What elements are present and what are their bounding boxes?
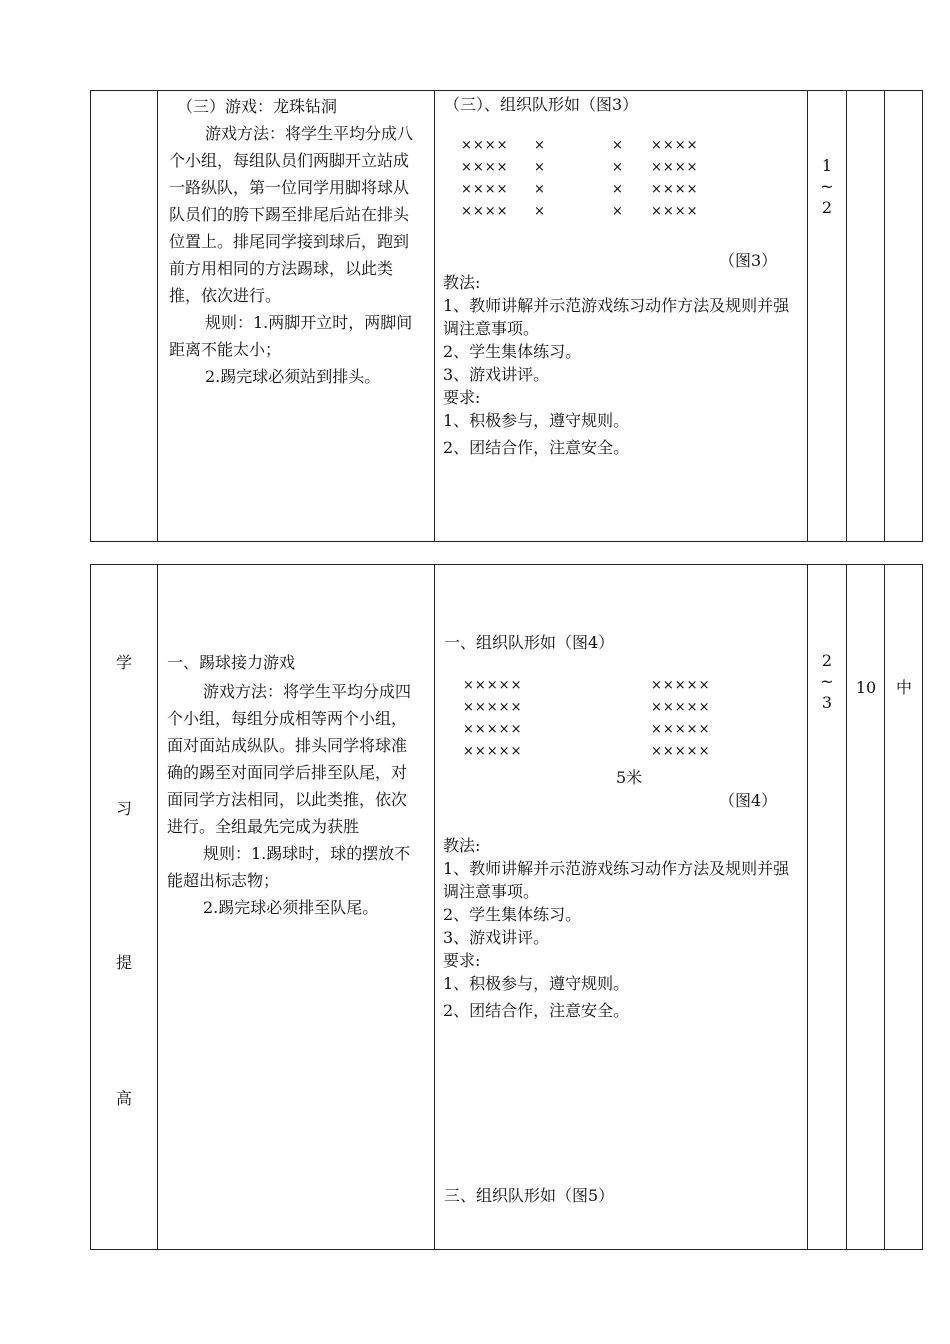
formation-marks: ××××× — [651, 744, 711, 759]
duration-minutes: 10 — [855, 678, 877, 697]
formation-marks: ××××× — [651, 722, 711, 737]
requirement-1: 1、积极参与，遵守规则。 — [443, 974, 630, 993]
teaching-label: 教法: — [443, 273, 481, 292]
count-top: 1 — [821, 156, 833, 175]
formation-marks: ×××× — [461, 138, 509, 153]
formation-marks: ××××× — [651, 700, 711, 715]
formation-marks: ××××× — [463, 744, 523, 759]
formation-marks: ×××× — [461, 160, 509, 175]
col-divider — [434, 91, 435, 541]
formation-marks: ×××× — [461, 204, 509, 219]
formation-marks: × — [534, 138, 546, 153]
formation-marks: ××××× — [651, 678, 711, 693]
col-divider — [157, 565, 158, 1249]
requirement-1: 1、积极参与，遵守规则。 — [443, 411, 630, 430]
formation-marks: × — [612, 160, 624, 175]
section-char: 习 — [116, 799, 133, 818]
formation-marks: ×××× — [651, 138, 699, 153]
game-method: 游戏方法：将学生平均分成四个小组，每组分成相等两个小组，面对面站成纵队。排头同学将球准确的踢至对面同学后排至队尾，对面同学方法相同，以此类推，依次进行。全组最先完成为获胜 — [167, 682, 412, 836]
formation-marks: ×××× — [651, 160, 699, 175]
count-bottom: 2 — [821, 198, 833, 217]
distance-label: 5米 — [616, 768, 643, 787]
count-separator: ~ — [820, 672, 834, 691]
formation-marks: ×××× — [461, 182, 509, 197]
game-method: 游戏方法：将学生平均分成八个小组，每组队员们两脚开立站成一路纵队，第一位同学用脚将球从队员们的胯下踢至排尾后站在排头位置上。排尾同学接到球后，跑到前方用相同的方法踢球，以此类推，依次进行。 — [169, 124, 414, 305]
col-divider — [157, 91, 158, 541]
formation-diagram — [463, 675, 763, 765]
formation-marks: ××××× — [463, 722, 523, 737]
repetition-count — [808, 155, 846, 218]
formation-marks: × — [612, 204, 624, 219]
requirements-label: 要求: — [443, 951, 481, 970]
section-char: 高 — [116, 1089, 133, 1108]
formation-marks: × — [534, 160, 546, 175]
game-rule-1: 规则：1.踢球时，球的摆放不能超出标志物； — [167, 844, 411, 890]
formation-marks: ××××× — [463, 700, 523, 715]
game-description — [169, 93, 421, 390]
teaching-step-3: 3、游戏讲评。 — [443, 365, 550, 384]
teaching-notes — [443, 834, 803, 1022]
formation-marks: ×××× — [651, 182, 699, 197]
count-bottom: 3 — [821, 693, 833, 712]
col-divider — [884, 91, 885, 541]
lesson-table-2 — [90, 564, 923, 1250]
formation-marks: × — [534, 182, 546, 197]
game-description — [167, 649, 419, 921]
game-rule-2: 2.踢完球必须站到排头。 — [205, 367, 381, 386]
intensity-level: 中 — [895, 678, 912, 697]
count-top: 2 — [821, 651, 833, 670]
game-title: （三）游戏：龙珠钻洞 — [177, 97, 338, 116]
figure-caption: （图4） — [719, 791, 778, 810]
section-char: 提 — [116, 953, 133, 972]
formation-marks: × — [534, 204, 546, 219]
formation-marks: ×××× — [651, 204, 699, 219]
game-rule-2: 2.踢完球必须排至队尾。 — [203, 898, 379, 917]
formation-marks: × — [612, 182, 624, 197]
count-separator: ~ — [820, 177, 834, 196]
teaching-step-2: 2、学生集体练习。 — [443, 342, 582, 361]
col-divider — [846, 565, 847, 1249]
col-divider — [884, 565, 885, 1249]
teaching-notes — [443, 271, 803, 459]
teaching-label: 教法: — [443, 836, 481, 855]
col-divider — [434, 565, 435, 1249]
requirement-2: 2、团结合作，注意安全。 — [443, 438, 630, 457]
lesson-table-1 — [90, 90, 923, 542]
teaching-step-2: 2、学生集体练习。 — [443, 905, 582, 924]
requirement-2: 2、团结合作，注意安全。 — [443, 1001, 630, 1020]
formation-diagram — [461, 135, 761, 225]
teaching-step-1: 1、教师讲解并示范游戏练习动作方法及规则并强调注意事项。 — [443, 859, 790, 901]
formation-marks: ××××× — [463, 678, 523, 693]
figure-caption: （图3） — [719, 251, 778, 270]
requirements-label: 要求: — [443, 388, 481, 407]
game-rule-1: 规则：1.两脚开立时，两脚间距离不能太小； — [169, 313, 413, 359]
teaching-step-1: 1、教师讲解并示范游戏练习动作方法及规则并强调注意事项。 — [443, 296, 790, 338]
teaching-step-3: 3、游戏讲评。 — [443, 928, 550, 947]
formation-title: （三）、组织队形如（图3） — [444, 95, 639, 114]
game-title: 一、踢球接力游戏 — [167, 653, 296, 672]
section-char: 学 — [116, 653, 133, 672]
col-divider — [846, 91, 847, 541]
formation5-title: 三、组织队形如（图5） — [444, 1186, 615, 1205]
formation-marks: × — [612, 138, 624, 153]
repetition-count — [808, 650, 846, 713]
formation-title: 一、组织队形如（图4） — [444, 633, 615, 652]
